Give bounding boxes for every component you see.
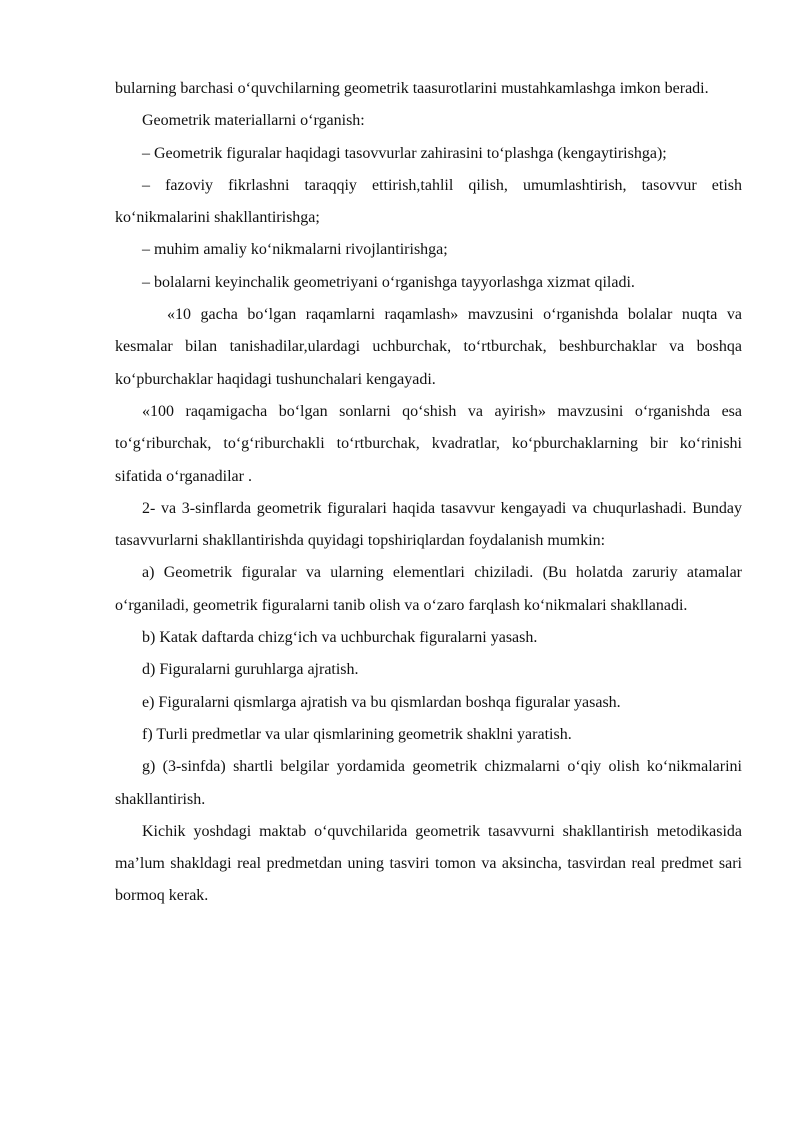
task-item-a: a) Geometrik figuralar va ularning elementlari chiziladi. (Bu holatda zaruriy atamalar o‘rganiladi, geometrik figuralarni tanib olish va o‘zaro farqlash ko‘nikmalari shakllanadi. <box>115 564 742 614</box>
task-item-e: e) Figuralarni qismlarga ajratish va bu qismlardan boshqa figuralar yasash. <box>142 693 621 711</box>
paragraph-1: bularning barchasi o‘quvchilarning geometrik taasurotlarini mustahkamlashga imkon beradi. <box>115 80 709 97</box>
paragraph-2: Geometrik materiallarni o‘rganish: <box>142 112 365 130</box>
document-body <box>115 73 742 913</box>
list-item-2: – fazoviy fikrlashni taraqqiy ettirish,tahlil qilish, umumlashtirish, tasovvur etish ko‘nikmalarini shakllantirishga; <box>115 176 742 227</box>
list-item-4: – bolalarni keyinchalik geometriyani o‘rganishga tayyorlashga xizmat qiladi. <box>142 273 635 291</box>
task-item-d: d) Figuralarni guruhlarga ajratish. <box>142 661 359 679</box>
list-item-1: – Geometrik figuralar haqidagi tasovvurlar zahirasini to‘plashga (kengaytirishga); <box>142 144 667 162</box>
task-item-f: f) Turli predmetlar va ular qismlarining geometrik shaklni yaratish. <box>142 725 572 743</box>
list-item-3: – muhim amaliy ko‘nikmalarni rivojlantirishga; <box>142 241 448 259</box>
task-item-b: b) Katak daftarda chizg‘ich va uchburchak figuralarni yasash. <box>142 629 538 647</box>
paragraph-5: 2- va 3-sinflarda geometrik figuralari haqida tasavvur kengayadi va chuqurlashadi. Bunday tasavvurlarni shakllantirishda quyidagi topshiriqlardan foydalanish mumkin: <box>115 499 742 550</box>
paragraph-6: Kichik yoshdagi maktab o‘quvchilarida geometrik tasavvurni shakllantirish metodikasida ma’lum shakldagi real predmetdan uning tasviri tomon va aksincha, tasvirdan real predmet sari bormoq kerak. <box>115 822 742 905</box>
paragraph-3: «10 gacha bo‘lgan raqamlarni raqamlash» mavzusini o‘rganishda bolalar nuqta va kesmalar bilan tanishadilar,ulardagi uchburchak, to‘rtburchak, beshburchaklar va boshqa ko‘pburchaklar haqidagi tushunchalari kengayadi. <box>115 306 742 388</box>
paragraph-4: «100 raqamigacha bo‘lgan sonlarni qo‘shish va ayirish» mavzusini o‘rganishda esa to‘g‘riburchak, to‘g‘riburchakli to‘rtburchak, kvadratlar, ko‘pburchaklarning bir ko‘rinishi sifatida o‘rganadilar . <box>115 402 742 485</box>
task-item-g: g) (3-sinfda) shartli belgilar yordamida geometrik chizmalarni o‘qiy olish ko‘nikmalarini shakllantirish. <box>115 758 742 808</box>
